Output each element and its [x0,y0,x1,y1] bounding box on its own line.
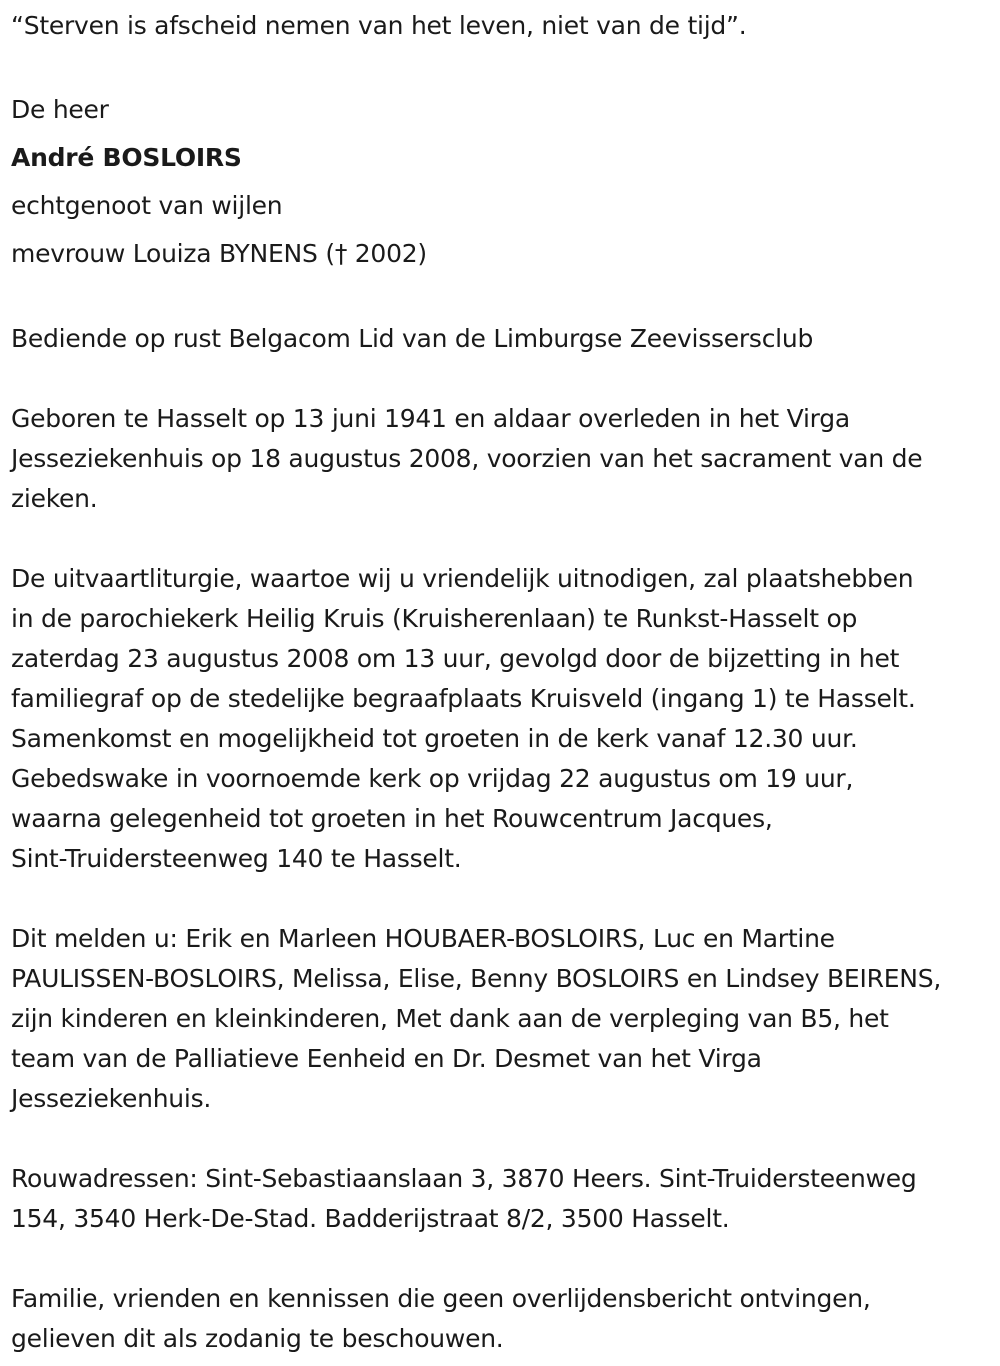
funeral-line: waarna gelegenheid tot groeten in het Rouwcentrum Jacques, [11,804,773,833]
relation: echtgenoot van wijlen [11,191,283,220]
funeral-line: in de parochiekerk Heilig Kruis (Kruisherenlaan) te Runkst-Hasselt op [11,604,858,633]
quote-text: “Sterven is afscheid nemen van het leven, niet van de tijd”. [11,11,747,40]
obituary-document [11,0,996,1359]
header-block [11,86,996,278]
closing-line: Familie, vrienden en kennissen die geen overlijdensbericht ontvingen, [11,1284,871,1313]
quote [11,6,996,46]
spouse: mevrouw Louiza BYNENS († 2002) [11,239,427,268]
family-line: Jesseziekenhuis. [11,1084,212,1113]
family-line: PAULISSEN-BOSLOIRS, Melissa, Elise, Benny BOSLOIRS en Lindsey BEIRENS, [11,964,942,993]
addresses-paragraph [11,1159,996,1239]
birth-death-paragraph [11,399,996,519]
closing-paragraph [11,1279,996,1359]
funeral-paragraph [11,559,996,879]
funeral-line: familiegraf op de stedelijke begraafplaats Kruisveld (ingang 1) te Hasselt. [11,684,916,713]
funeral-line: Samenkomst en mogelijkheid tot groeten in de kerk vanaf 12.30 uur. [11,724,858,753]
birth-death-line: zieken. [11,484,98,513]
occupation: Bediende op rust Belgacom Lid van de Limburgse Zeevissersclub [11,324,814,353]
family-line: zijn kinderen en kleinkinderen, Met dank aan de verpleging van B5, het [11,1004,889,1033]
funeral-line: De uitvaartliturgie, waartoe wij u vriendelijk uitnodigen, zal plaatshebben [11,564,914,593]
address-line: 154, 3540 Herk-De-Stad. Badderijstraat 8/2, 3500 Hasselt. [11,1204,730,1233]
salutation: De heer [11,95,109,124]
family-line: Dit melden u: Erik en Marleen HOUBAER-BOSLOIRS, Luc en Martine [11,924,835,953]
family-paragraph [11,919,996,1119]
funeral-line: zaterdag 23 augustus 2008 om 13 uur, gevolgd door de bijzetting in het [11,644,900,673]
funeral-line: Gebedswake in voornoemde kerk op vrijdag 22 augustus om 19 uur, [11,764,854,793]
funeral-line: Sint-Truidersteenweg 140 te Hasselt. [11,844,462,873]
birth-death-line: Geboren te Hasselt op 13 juni 1941 en aldaar overleden in het Virga [11,404,850,433]
birth-death-line: Jesseziekenhuis op 18 augustus 2008, voorzien van het sacrament van de [11,444,923,473]
deceased-name: André BOSLOIRS [11,143,242,172]
closing-line: gelieven dit als zodanig te beschouwen. [11,1324,504,1353]
address-line: Rouwadressen: Sint-Sebastiaanslaan 3, 3870 Heers. Sint-Truidersteenweg [11,1164,917,1193]
family-line: team van de Palliatieve Eenheid en Dr. Desmet van het Virga [11,1044,762,1073]
